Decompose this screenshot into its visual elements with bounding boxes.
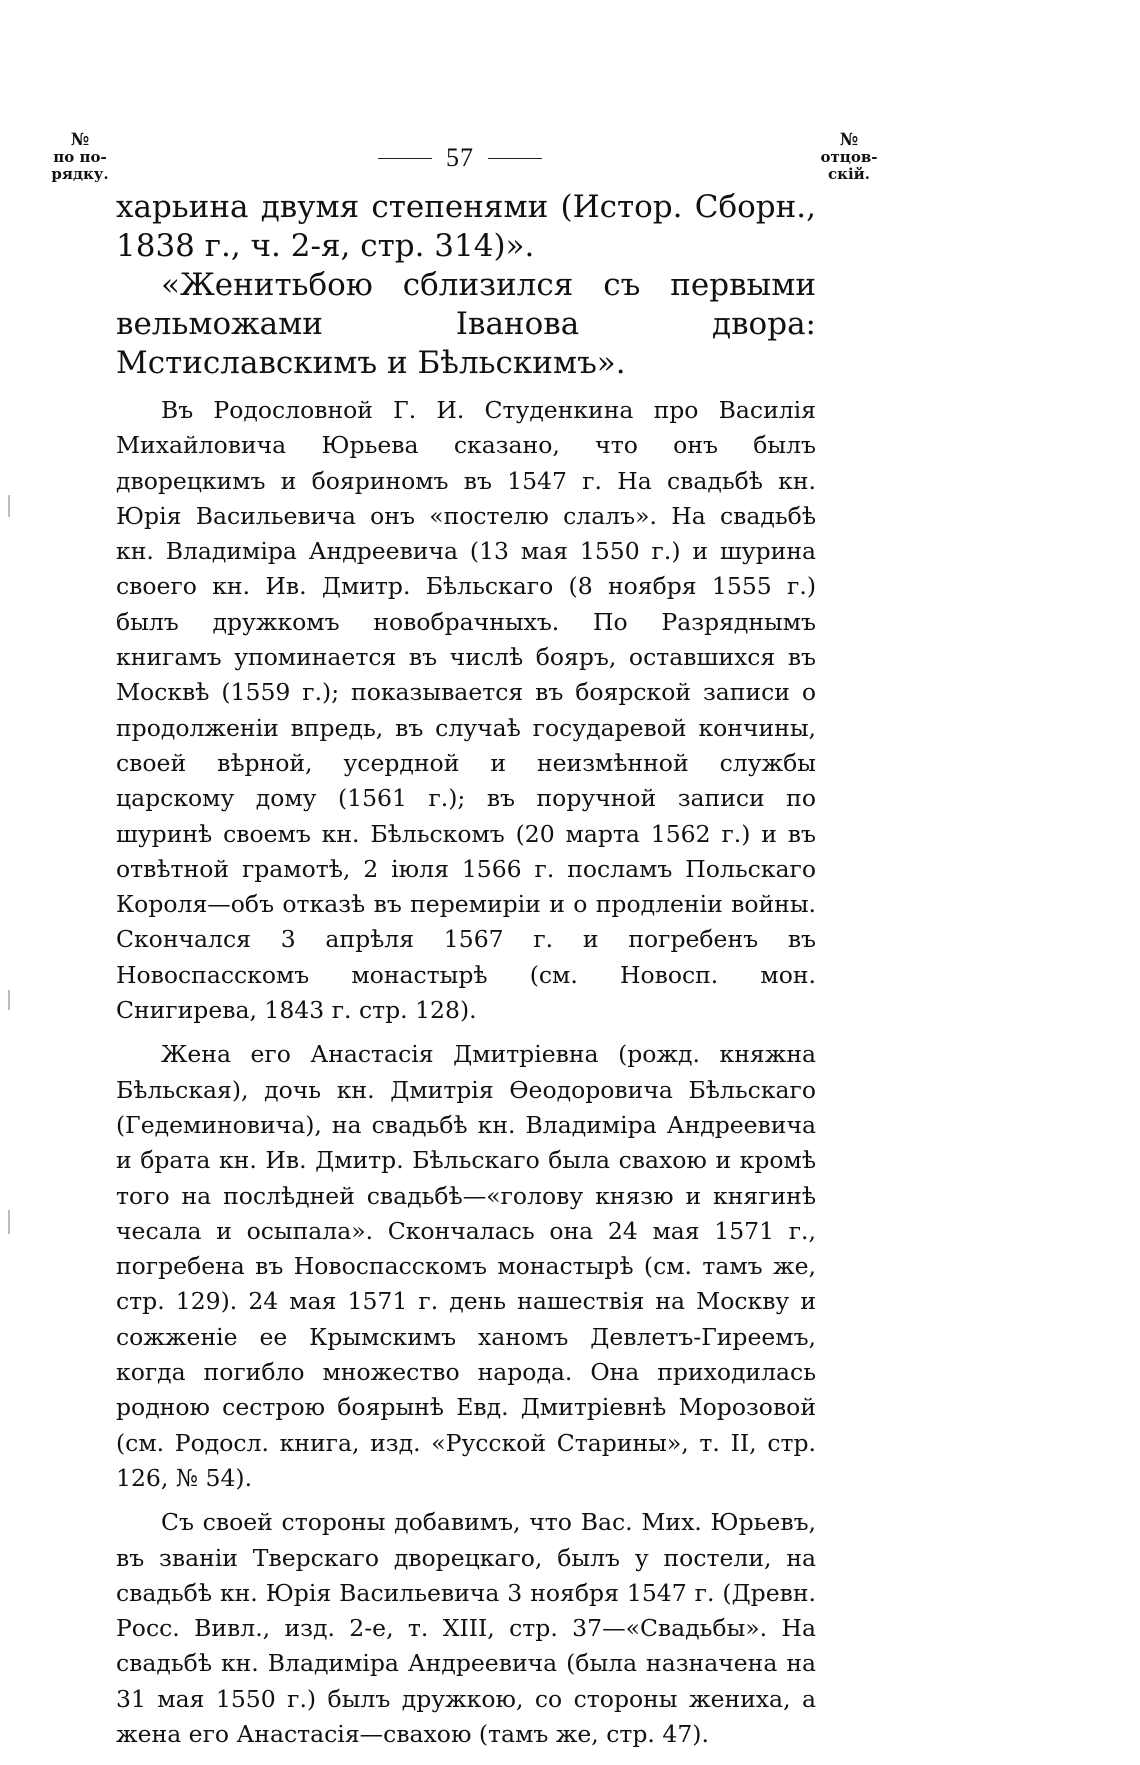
scan-mark [8, 1210, 10, 1234]
left-margin-line-2: рядку. [51, 165, 109, 183]
number-sign-left: № [70, 130, 90, 150]
paragraph-3: Съ своей стороны добавимъ, что Вас. Мих. Юрьевъ, въ званіи Тверскаго дворецкаго, былъ у постели, на свадьбѣ кн. Юрія Васильевича 3 ноября 1547 г. (Древн. Росс. Вивл., изд. 2-е, т. XIII, стр. 37—«Свадьбы». На свадьбѣ кн. Владиміра Андреевича (была назначена на 31 мая 1550 г.) былъ дружкою, со стороны жениха, а жена его Анастасія—свахою (тамъ же, стр. 47). [116, 1508, 816, 1748]
header-rule-right [488, 158, 542, 159]
number-sign-right: № [839, 130, 859, 150]
quote-line-2: «Женитьбою сблизился съ первыми вельможами Іванова двора: Мстиславскимъ и Бѣльскимъ». [116, 267, 816, 381]
page-header [360, 138, 560, 178]
quote-block [116, 188, 816, 383]
paragraph-2: Жена его Анастасія Дмитріевна (рожд. княжна Бѣльская), дочь кн. Дмитрія Өеодоровича Бѣльскаго (Гедеминовича), на свадьбѣ кн. Владиміра Андреевича и брата кн. Ив. Дмитр. Бѣльскаго была свахою и кромѣ того на послѣдней свадьбѣ—«голову князю и княгинѣ чесала и осыпала». Скончалась она 24 мая 1571 г., погребена въ Новоспасскомъ монастырѣ (см. тамъ же, стр. 129). 24 мая 1571 г. день нашествія на Москву и сожженіе ее Крымскимъ ханомъ Девлетъ-Гиреемъ, когда погибло множество народа. Она приходилась родною сестрою боярынѣ Евд. Дмитріевнѣ Морозовой (см. Родосл. книга, изд. «Русской Старины», т. II, стр. 126, № 54). [116, 1040, 816, 1492]
paragraphs [116, 393, 816, 1752]
left-margin-note [48, 132, 112, 183]
right-margin-line-2: скій. [827, 165, 870, 183]
paragraph-1: Въ Родословной Г. И. Студенкина про Василія Михайловича Юрьева сказано, что онъ былъ дворецкимъ и бояриномъ въ 1547 г. На свадьбѣ кн. Юрія Васильевича онъ «постелю слалъ». На свадьбѣ кн. Владиміра Андреевича (13 мая 1550 г.) и шурина своего кн. Ив. Дмитр. Бѣльскаго (8 ноября 1555 г.) былъ дружкомъ новобрачныхъ. По Разряднымъ книгамъ упоминается въ числѣ бояръ, оставшихся въ Москвѣ (1559 г.); показывается въ боярской записи о продолженіи впредь, въ случаѣ государевой кончины, своей вѣрной, усердной и неизмѣнной службы царскому дому (1561 г.); въ поручной записи по шуринѣ своемъ кн. Бѣльскомъ (20 марта 1562 г.) и въ отвѣтной грамотѣ, 2 іюля 1566 г. посламъ Польскаго Короля—объ отказѣ въ перемиріи и о продленіи войны. Скончался 3 апрѣля 1567 г. и погребенъ въ Новоспасскомъ монастырѣ (см. Новосп. мон. Снигирева, 1843 г. стр. 128). [116, 396, 816, 1025]
body-text [116, 188, 816, 1761]
scan-mark [8, 990, 10, 1010]
left-margin-line-1: по по- [53, 148, 107, 166]
page-number: 57 [446, 143, 474, 172]
quote-line-1: харьина двумя степенями (Истор. Сборн., 1838 г., ч. 2-я, стр. 314)». [116, 189, 816, 264]
scan-mark [8, 495, 10, 517]
right-margin-line-1: отцов- [820, 148, 878, 166]
right-margin-note [810, 132, 888, 183]
header-rule-left [378, 158, 432, 159]
